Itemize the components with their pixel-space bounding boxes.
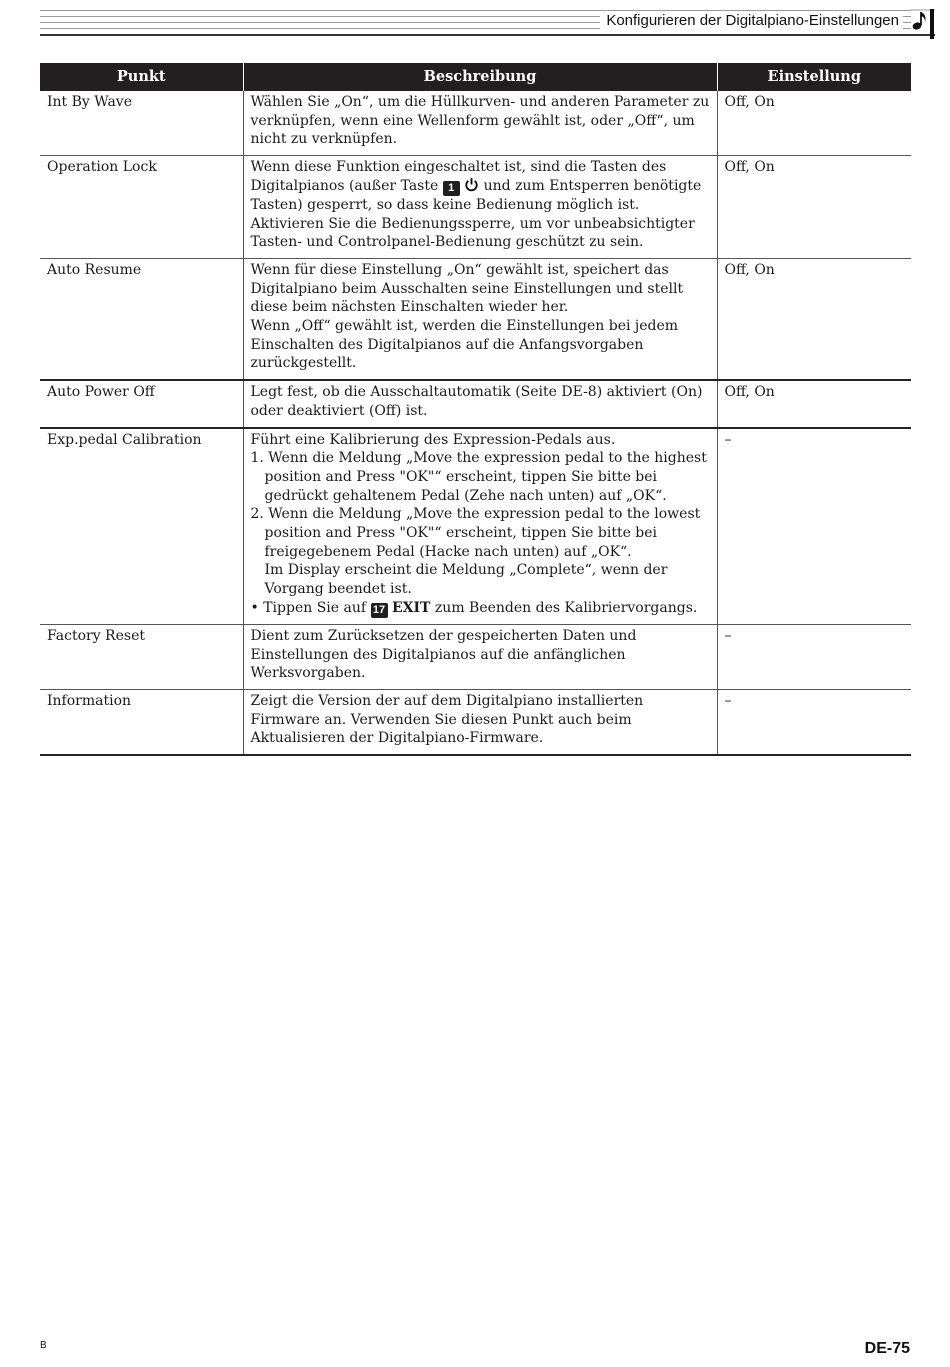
desc-part: und zum Entsperren benötigte Tasten) gesperrt, so dass keine Bedienung möglich ist. Aktivieren Sie die Bedienungssperre, um vor unbeabsichtigter Tasten- und Controlpanel-Bedienung geschützt zu sein. [250, 177, 702, 251]
item-name: Exp.pedal Calibration [40, 428, 243, 625]
item-description [243, 428, 717, 625]
calibration-step: 1. Wenn die Meldung „Move the expression pedal to the highest position and Press "OK"“ erscheint, tippen Sie bitte bei gedrückt gehaltenem Pedal (Zehe nach unten) auf „OK“. [250, 450, 707, 504]
table-row [40, 380, 911, 427]
desc-paragraph: Führt eine Kalibrierung des Expression-Pedals aus. [250, 431, 616, 448]
music-note-icon [911, 9, 935, 39]
calibration-step: 2. Wenn die Meldung „Move the expression pedal to the lowest position and Press "OK"“ erscheint, tippen Sie bitte bei freigegebenem Pedal (Hacke nach unten) auf „OK“. [250, 506, 701, 560]
page-number: DE-75 [864, 1340, 910, 1357]
column-header-description: Beschreibung [243, 63, 717, 91]
item-description: Dient zum Zurücksetzen der gespeicherten Daten und Einstellungen des Digitalpianos auf die anfänglichen Werksvorgaben. [243, 624, 717, 689]
item-setting: Off, On [717, 91, 911, 156]
desc-paragraph: Wenn für diese Einstellung „On“ gewählt ist, speichert das Digitalpiano beim Ausschalten seine Einstellungen und stellt diese beim nächsten Einschalten wieder her. [250, 261, 684, 316]
table-row [40, 91, 911, 156]
page-header-title: Konfigurieren der Digitalpiano-Einstellungen [600, 11, 903, 31]
item-name: Int By Wave [40, 91, 243, 156]
column-header-setting: Einstellung [717, 63, 911, 91]
power-icon [464, 177, 479, 192]
item-name: Auto Resume [40, 258, 243, 380]
column-header-item: Punkt [40, 63, 243, 91]
table-row [40, 689, 911, 755]
item-setting: – [717, 624, 911, 689]
item-name: Factory Reset [40, 624, 243, 689]
desc-part: Wenn diese Funktion eingeschaltet ist, sind die Tasten des Digitalpianos (außer Taste [250, 159, 667, 194]
item-name: Auto Power Off [40, 380, 243, 427]
item-name: Operation Lock [40, 156, 243, 259]
key-number-badge: 1 [443, 181, 460, 196]
table-row [40, 428, 911, 625]
item-description: Zeigt die Version der auf dem Digitalpiano installierten Firmware an. Verwenden Sie diesen Punkt auch beim Aktualisieren der Digitalpiano-Firmware. [243, 689, 717, 755]
table-header-row [40, 63, 911, 91]
key-number-badge: 17 [371, 603, 388, 618]
item-setting: Off, On [717, 258, 911, 380]
calibration-bullet [251, 599, 711, 618]
item-name: Information [40, 689, 243, 755]
desc-paragraph: Wenn „Off“ gewählt ist, werden die Einstellungen bei jedem Einschalten des Digitalpianos auf die Anfangsvorgaben zurückgestellt. [250, 318, 679, 372]
item-description: Legt fest, ob die Ausschaltautomatik (Seite DE-8) aktiviert (On) oder deaktiviert (Off) ist. [243, 380, 717, 427]
settings-table [40, 63, 911, 756]
footer-code: B [40, 1340, 47, 1351]
table-row [40, 156, 911, 259]
exit-key-label: EXIT [391, 599, 431, 616]
item-setting: – [717, 428, 911, 625]
table-row [40, 258, 911, 380]
item-setting: Off, On [717, 380, 911, 427]
item-description: Wählen Sie „On“, um die Hüllkurven- und anderen Parameter zu verknüpfen, wenn eine Wellenform gewählt ist, oder „Off“, um nicht zu verknüpfen. [243, 91, 717, 156]
bullet-text: • Tippen Sie auf [250, 599, 367, 616]
item-setting: – [717, 689, 911, 755]
table-row [40, 624, 911, 689]
bullet-text: zum Beenden des Kalibriervorgangs. [434, 599, 698, 616]
item-description [243, 258, 717, 380]
calibration-note: Im Display erscheint die Meldung „Complete“, wenn der Vorgang beendet ist. [264, 562, 668, 598]
item-setting: Off, On [717, 156, 911, 259]
item-description [243, 156, 717, 259]
